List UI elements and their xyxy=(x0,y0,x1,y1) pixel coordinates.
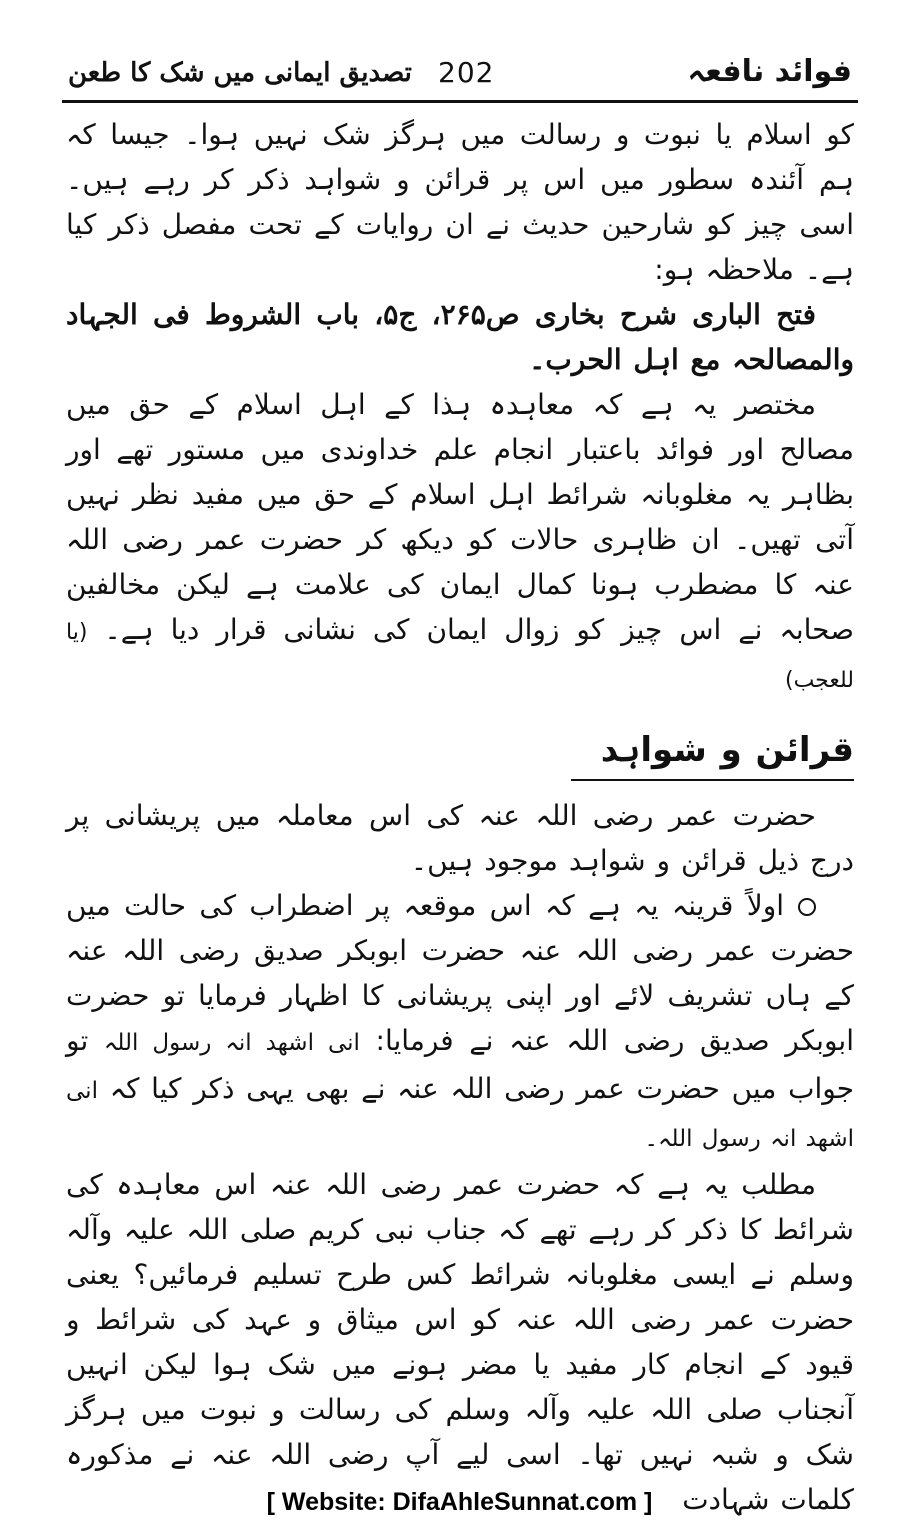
paragraph-5: مطلب یہ ہے کہ حضرت عمر رضی اللہ عنہ اس معاہدہ کی شرائط کا ذکر کر رہے تھے کہ جناب نبی کریم صلی اللہ علیہ وآلہ وسلم نے ایسی مغلوبانہ شرائط کس طرح تسلیم فرمائیں؟ یعنی حضرت عمر رضی اللہ عنہ کو اس میثاق و عہد کی شرائط و قیود کے انجام کار مفید یا مضر ہونے میں شک ہوا لیکن انہیں آنجناب صلی اللہ علیہ وآلہ وسلم کی رسالت و نبوت میں ہرگز شک و شبہ نہیں تھا۔ اسی لیے آپ رضی اللہ عنہ نے مذکورہ کلمات شہادت xyxy=(66,1168,854,1516)
exclamation-parenthetical: (یا للعجب) xyxy=(66,620,854,693)
paragraph-4-part-b: تو جواب میں حضرت عمر رضی اللہ عنہ نے بھی یہی ذکر کیا کہ xyxy=(66,1024,854,1105)
website-footer: [ Website: DifaAhleSunnat.com ] xyxy=(266,1488,653,1516)
running-head xyxy=(60,50,860,98)
reference-citation: فتح الباری شرح بخاری ص۲۶۵، ج۵، باب الشروط فی الجہاد والمصالحہ مع اہل الحرب۔ xyxy=(66,298,854,376)
chapter-title: تصدیق ایمانی میں شک کا طعن xyxy=(68,58,412,88)
header-rule xyxy=(62,100,858,103)
circle-bullet-icon xyxy=(798,898,816,916)
paragraph-2-text: مختصر یہ ہے کہ معاہدہ ہذا کے اہل اسلام کے حق میں مصالح اور فوائد باعتبار انجام علم خداوندی میں مستور تھے اور بظاہر یہ مغلوبانہ شرائط اہل اسلام کے حق میں مفید نظر نہیں آتی تھیں۔ ان ظاہری حالات کو دیکھ کر حضرت عمر رضی اللہ عنہ کا مضطرب ہونا کمال ایمان کی علامت ہے لیکن مخالفین صحابہ نے اس چیز کو زوال ایمان کی نشانی قرار دیا ہے۔ xyxy=(66,388,854,646)
paragraph-2 xyxy=(66,382,854,703)
paragraph-1: کو اسلام یا نبوت و رسالت میں ہرگز شک نہیں ہوا۔ جیسا کہ ہم آئندہ سطور میں اس پر قرائن و شواہد ذکر کر رہے ہیں۔ اسی چیز کو شارحین حدیث نے ان روایات کے تحت مفصل ذکر کیا ہے۔ ملاحظہ ہو: xyxy=(66,118,854,286)
section-heading-wrap xyxy=(66,725,854,781)
paragraph-4 xyxy=(66,883,854,1162)
page-number: 202 xyxy=(438,56,495,89)
arabic-quote-2: انی اشھد انہ رسول اللہ۔ xyxy=(66,1078,854,1152)
body-text xyxy=(66,112,854,1522)
section-heading: قرائن و شواہد xyxy=(571,725,854,781)
arabic-quote-1: انی اشھد انہ رسول اللہ xyxy=(103,1030,360,1056)
book-title: فوائد نافعہ xyxy=(687,54,852,89)
paragraph-4-part-a: اولاً قرینہ یہ ہے کہ اس موقعہ پر اضطراب کی حالت میں حضرت عمر رضی اللہ عنہ حضرت ابوبکر صدیق رضی اللہ عنہ کے ہاں تشریف لائے اور اپنی پریشانی کا اظہار فرمایا تو حضرت ابوبکر صدیق رضی اللہ عنہ نے فرمایا: xyxy=(66,889,854,1057)
paragraph-3: حضرت عمر رضی اللہ عنہ کی اس معاملہ میں پریشانی پر درج ذیل قرائن و شواہد موجود ہیں۔ xyxy=(66,799,854,877)
